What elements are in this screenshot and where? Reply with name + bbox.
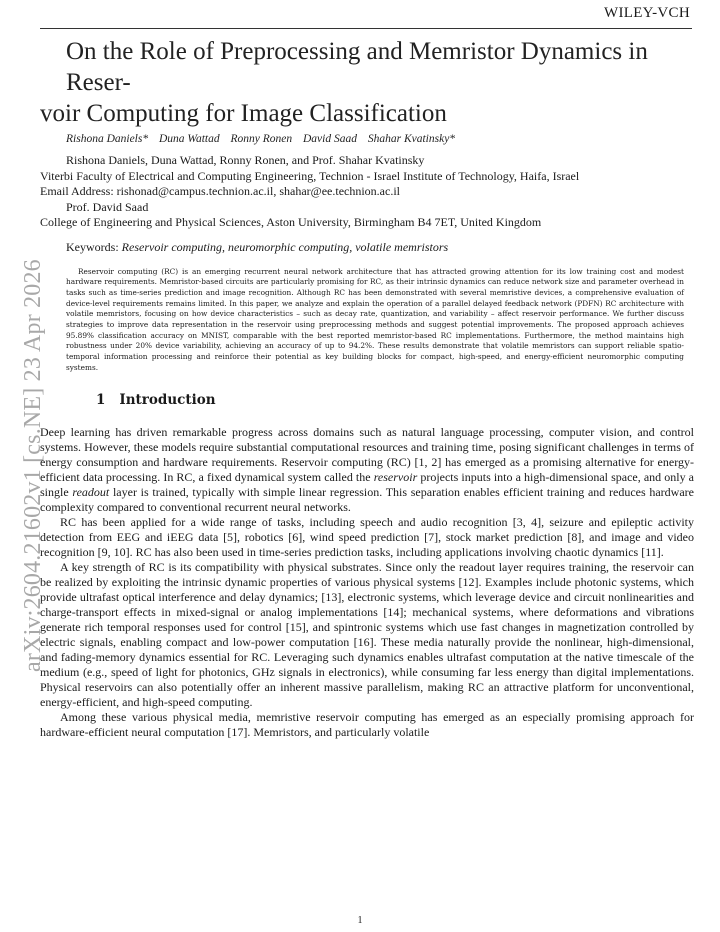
publisher-logo: WILEY-VCH bbox=[603, 5, 690, 21]
author-5: Shahar Kvatinsky* bbox=[367, 133, 456, 145]
header-rule bbox=[40, 28, 692, 29]
section-number: 1 bbox=[96, 391, 106, 408]
author-2: Duna Wattad bbox=[158, 133, 220, 145]
page-content bbox=[40, 36, 694, 740]
arxiv-identifier: arXiv:2604.21602v1 [cs.NE] 23 Apr 2026 bbox=[20, 259, 46, 672]
page-number: 1 bbox=[357, 915, 363, 926]
title-line-2: voir Computing for Image Classification bbox=[40, 100, 447, 127]
author-list bbox=[66, 133, 694, 145]
keywords bbox=[40, 240, 694, 255]
affiliation-names-1: Rishona Daniels, Duna Wattad, Ronny Ronen, and Prof. Shahar Kvatinsky bbox=[66, 153, 425, 167]
affiliations bbox=[40, 153, 694, 231]
title-line-1: On the Role of Preprocessing and Memristor Dynamics in Reser- bbox=[66, 38, 648, 96]
section-title: Introduction bbox=[119, 391, 216, 408]
author-4: David Saad bbox=[302, 133, 357, 145]
affiliation-institution-1: Viterbi Faculty of Electrical and Computing Engineering, Technion - Israel Institute of Technology, Haifa, Israel bbox=[40, 168, 580, 183]
paragraph-3: A key strength of RC is its compatibility with physical substrates. Since only the readout layer requires training, the reservoir can be realized by exploiting the intrinsic dynamic properties of various physical systems [12]. Examples include photonic systems, which provide ultrafast optical interference and delay dynamics; [13], electronic systems, which leverage device and circuit nonlinearities and charge-transport effects in mixed-signal or analog implementations [14]; mechanical systems, where deformations and vibrations generate rich temporal responses used for control [15], and spintronic systems which use fast changes in magnetization controlled by electric signals, enabling compact and low-power computation [16]. These media naturally provide the nonlinear, high-dimensional, and fading-memory dynamics essential for RC. Leveraging such dynamics enables ultrafast computation at the native timescale of the medium (e.g., speed of light for photonics, GHz signals in electronics), while consuming far less energy than digital implementations. Physical reservoirs can also potentially offer an inherent massive parallelism, making RC an attractive platform for unconventional, energy-efficient, and high-speed computing. bbox=[40, 559, 694, 709]
paragraph-1 bbox=[40, 425, 694, 515]
affiliation-institution-2: College of Engineering and Physical Sciences, Aston University, Birmingham B4 7ET, United Kingdom bbox=[40, 215, 542, 229]
section-heading bbox=[96, 392, 694, 408]
keywords-text: Reservoir computing, neuromorphic computing, volatile memristors bbox=[121, 239, 449, 254]
paragraph-2: RC has been applied for a wide range of tasks, including speech and audio recognition [3, 4], seizure and epileptic activity detection from EEG and iEEG data [5], robotics [6], wind speed prediction [7], stock market prediction [8], and image and video recognition [9, 10]. RC has also been used in time-series prediction tasks, including applications involving chaotic dynamics [11]. bbox=[40, 514, 694, 559]
author-1: Rishona Daniels* bbox=[66, 133, 149, 145]
term-reservoir: reservoir bbox=[373, 469, 418, 484]
affiliation-names-2: Prof. David Saad bbox=[66, 199, 149, 214]
paragraph-1-part-b: projects inputs into a high-dimensional space, and only a single bbox=[40, 469, 694, 499]
paper-title bbox=[40, 36, 694, 129]
paragraph-4: Among these various physical media, memristive reservoir computing has emerged as an especially promising approach for hardware-efficient neural computation [17]. Memristors, and particularly volatile bbox=[40, 709, 694, 739]
body-text bbox=[40, 425, 694, 740]
author-3: Ronny Ronen bbox=[230, 133, 293, 145]
paragraph-1-part-a: Deep learning has driven remarkable progress across domains such as natural language processing, computer vision, and control systems. However, these models require substantial computational resources and training time, posing significant challenges in terms of energy consumption and hardware requirements. Reservoir computing (RC) [1, 2] has emerged as a promising alternative for energy-efficient data processing. In RC, a fixed dynamical system called the bbox=[40, 424, 694, 484]
abstract: Reservoir computing (RC) is an emerging recurrent neural network architecture that has attracted growing attention for its low training cost and modest hardware requirements. Memristor-based circuits are particularly promising for RC, as their intrinsic dynamics can reduce network size and parameter overhead in tasks such as time-series prediction and image recognition. Although RC has been demonstrated with several memristive devices, a comprehensive evaluation of device-level requirements remains limited. In this paper, we analyze and explain the operation of a parallel delayed feedback network (PDFN) RC architecture with volatile memristors, focusing on how device characteristics – such as decay rate, quantization, and variability – affect reservoir performance. We further discuss strategies to improve data representation in the reservoir using preprocessing methods and suggest potential improvements. The proposed approach achieves 95.89% classification accuracy on MNIST, comparable with the best reported memristor-based RC implementations. Furthermore, the method maintains high robustness under 20% device variability, achieving an accuracy of up to 94.2%. These results demonstrate that volatile memristors can support reliable spatio-temporal information processing and reinforce their potential as key building blocks for compact, high-speed, and energy-efficient neuromorphic computing systems. bbox=[66, 266, 684, 372]
affiliation-email: Email Address: rishonad@campus.technion.ac.il, shahar@ee.technion.ac.il bbox=[40, 184, 400, 198]
term-readout: readout bbox=[72, 484, 110, 499]
keywords-label: Keywords: bbox=[66, 239, 119, 254]
paragraph-1-part-c: layer is trained, typically with simple linear regression. This separation enables efficient training and reduces hardware complexity compared to conventional recurrent neural networks. bbox=[40, 484, 694, 514]
